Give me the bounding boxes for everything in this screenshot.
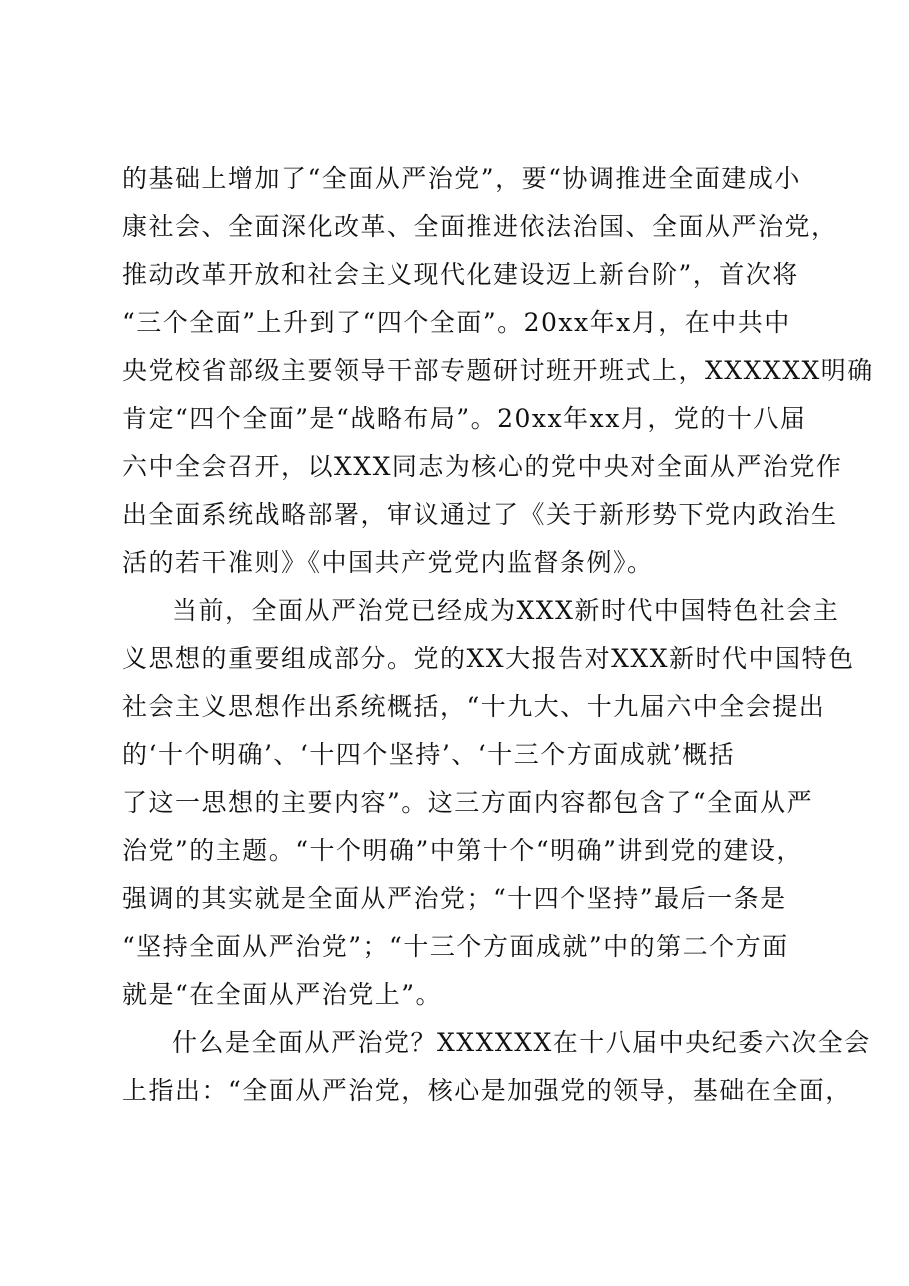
text-line: 的基础上增加了“全面从严治党”，要“协调推进全面建成小 [122,164,801,193]
text-line: “三个全面”上升到了“四个全面”。20xx年x月，在中共中 [122,308,791,337]
text-line: 义思想的重要组成部分。党的XX大报告对XXX新时代中国特色 [122,644,855,673]
text-line: 就是“在全面从严治党上”。 [122,980,443,1009]
text-line: 了这一思想的主要内容”。这三方面内容都包含了“全面从严 [122,788,814,817]
text-line: 活的若干准则》《中国共产党党内监督条例》。 [122,548,654,577]
text-line: 的‘十个明确’、‘十四个坚持’、‘十三个方面成就’概括 [122,740,736,769]
paragraph-1 [122,155,874,587]
text-line: 出全面系统战略部署，审议通过了《关于新形势下党内政治生 [122,500,838,529]
text-line: 上指出：“全面从严治党，核心是加强党的领导，基础在全面， [122,1076,852,1105]
text-line: 强调的其实就是全面从严治党；“十四个坚持”最后一条是 [122,884,787,913]
paragraph-2 [122,587,855,1019]
text-line: 什么是全面从严治党？XXXXXX在十八届中央纪委六次全会 [172,1028,871,1057]
text-line: 治党”的主题。“十个明确”中第十个“明确”讲到党的建设， [122,836,803,865]
text-line: “坚持全面从严治党”；“十三个方面成就”中的第二个方面 [122,932,789,961]
document-body [122,155,874,1115]
text-line: 社会主义思想作出系统概括，“十九大、十九届六中全会提出 [122,692,826,721]
text-line: 康社会、全面深化改革、全面推进依法治国、全面从严治党， [122,212,838,241]
paragraph-3 [122,1019,871,1115]
text-line: 推动改革开放和社会主义现代化建设迈上新台阶”，首次将 [122,260,799,289]
text-line: 当前，全面从严治党已经成为XXX新时代中国特色社会主 [172,596,840,625]
text-line: 肯定“四个全面”是“战略布局”。20xx年xx月，党的十八届 [122,404,807,433]
text-line: 六中全会召开，以XXX同志为核心的党中央对全面从严治党作 [122,452,843,481]
text-line: 央党校省部级主要领导干部专题研讨班开班式上，XXXXXX明确 [122,356,874,385]
